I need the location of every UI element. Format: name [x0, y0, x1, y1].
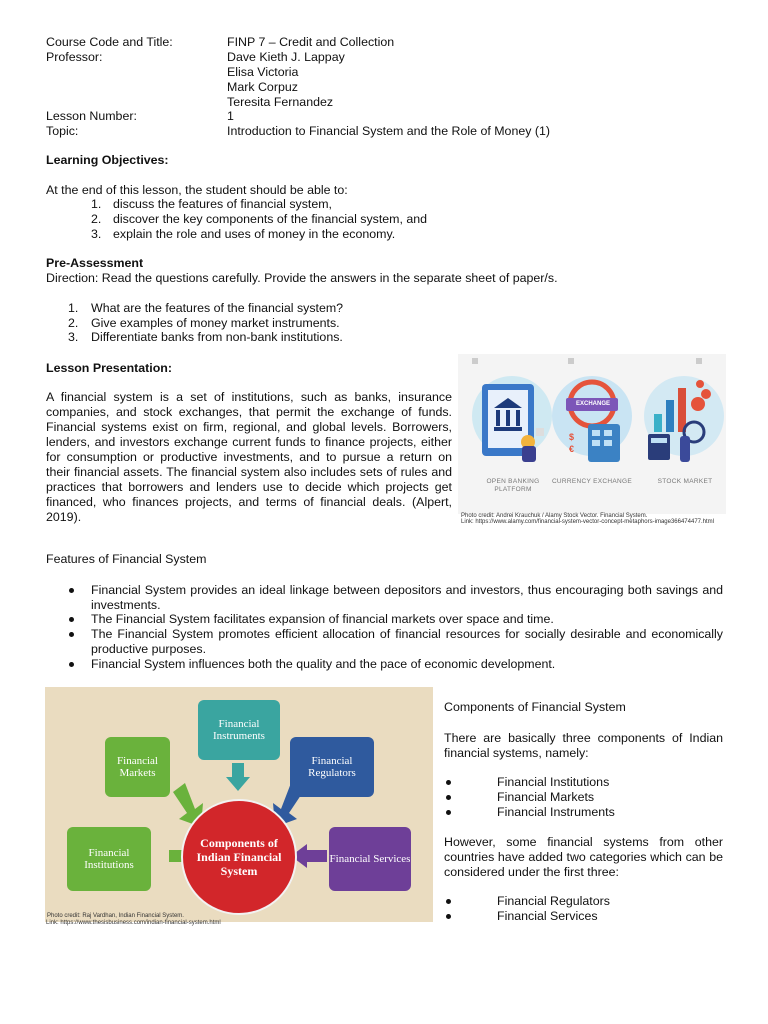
bullet-icon — [446, 780, 451, 785]
topic-label: Topic: — [46, 124, 79, 138]
bullet-icon — [446, 795, 451, 800]
component-text: Financial Markets — [497, 790, 595, 804]
pre-assessment-direction: Direction: Read the questions carefully. Provide the answers in the separate sheet of paper/s. — [46, 271, 558, 285]
course-label: Course Code and Title: — [46, 35, 173, 49]
components-heading: Components of Financial System — [444, 700, 626, 714]
box-financial-markets: Financial Markets — [105, 737, 170, 797]
component-text: Financial Institutions — [497, 775, 610, 789]
components-however: However, some financial systems from other countries have added two categories which can be considered under the first three: — [444, 835, 723, 879]
bullet-icon — [69, 617, 74, 622]
lesson-heading: Lesson Presentation: — [46, 361, 172, 375]
lesson-number-label: Lesson Number: — [46, 109, 137, 123]
feature-text: The Financial System facilitates expansion of financial markets over space and time. — [91, 612, 554, 626]
bullet-icon — [446, 899, 451, 904]
bullet-icon — [69, 662, 74, 667]
feature-text: Financial System provides an ideal linkage between depositors and investors, thus encouraging both savings and investments. — [91, 583, 723, 612]
professor-name: Dave Kieth J. Lappay — [227, 50, 345, 64]
pre-assessment-heading: Pre-Assessment — [46, 256, 144, 270]
component-text: Financial Instruments — [497, 805, 615, 819]
question-item: Differentiate banks from non-bank institutions. — [91, 330, 343, 344]
bullet-icon — [446, 810, 451, 815]
professor-name: Teresita Fernandez — [227, 95, 334, 109]
component-text: Financial Services — [497, 909, 598, 923]
stock-market-label: STOCK MARKET — [657, 478, 713, 485]
list-number: 2. — [68, 316, 79, 330]
professor-label: Professor: — [46, 50, 103, 64]
list-number: 3. — [68, 330, 79, 344]
component-text: Financial Regulators — [497, 894, 610, 908]
objectives-intro: At the end of this lesson, the student should be able to: — [46, 183, 348, 197]
features-heading: Features of Financial System — [46, 552, 207, 566]
image1-link: Link: https://www.alamy.com/financial-system-vector-concept-metaphors-image366474477.html — [461, 519, 714, 525]
question-item: What are the features of the financial system? — [91, 301, 344, 315]
svg-text:$: $ — [569, 432, 575, 442]
lesson-number-value: 1 — [227, 109, 234, 123]
bullet-icon — [69, 632, 74, 637]
list-number: 2. — [91, 212, 102, 226]
topic-value: Introduction to Financial System and the Role of Money (1) — [227, 124, 551, 138]
image1-credit: Photo credit: Andrei Krauchuk / Alamy Stock Vector. Financial System. — [461, 513, 648, 519]
professor-name: Elisa Victoria — [227, 65, 299, 79]
currency-exchange-label: CURRENCY EXCHANGE — [551, 478, 633, 485]
feature-text: The Financial System promotes efficient allocation of financial resources for socially desirable and economically productive purposes. — [91, 627, 723, 656]
objectives-heading: Learning Objectives: — [46, 153, 169, 167]
professor-name: Mark Corpuz — [227, 80, 298, 94]
feature-text: Financial System influences both the quality and the pace of economic development. — [91, 657, 556, 671]
box-financial-services: Financial Services — [329, 827, 411, 891]
svg-text:€: € — [569, 444, 575, 454]
list-number: 1. — [91, 197, 102, 211]
diagram-link: Link: https://www.thesisbusiness.com/indian-financial-system.html — [46, 920, 221, 926]
course-value: FINP 7 – Credit and Collection — [227, 35, 395, 49]
exchange-sign-text: EXCHANGE — [575, 401, 610, 407]
lesson-paragraph: A financial system is a set of institutions, such as banks, insurance companies, and stock exchanges, that permit the exchange of funds. Financial systems exist on firm, regional, and global levels. Borrowers, lenders, and investors exchange current funds to finance projects, either for consumption or productive investments, and to pursue a return on their financial assets. The financial system also includes sets of rules and practices that borrowers and lenders use to decide which projects get financed, who finances projects, and terms of financial deals. (Alpert, 2019). — [46, 390, 452, 524]
bullet-icon — [69, 588, 74, 593]
list-number: 1. — [68, 301, 79, 315]
objective-item: discuss the features of financial system, — [113, 197, 333, 211]
list-number: 3. — [91, 227, 102, 241]
diagram-credit: Photo credit: Raj Vardhan, Indian Financial System. — [47, 913, 184, 919]
open-banking-label: OPEN BANKING PLATFORM — [486, 478, 540, 493]
financial-system-illustration — [458, 354, 726, 514]
components-intro: There are basically three components of Indian financial systems, namely: — [444, 731, 723, 760]
box-financial-instruments: Financial Instruments — [198, 700, 280, 760]
objective-item: explain the role and uses of money in the economy. — [113, 227, 396, 241]
objective-item: discover the key components of the financial system, and — [113, 212, 428, 226]
question-item: Give examples of money market instruments. — [91, 316, 340, 330]
components-diagram — [45, 687, 433, 922]
box-financial-institutions: Financial Institutions — [67, 827, 151, 891]
diagram-center-label: Components of Indian Financial System — [196, 836, 282, 878]
box-financial-regulators: Financial Regulators — [290, 737, 374, 797]
bullet-icon — [446, 914, 451, 919]
